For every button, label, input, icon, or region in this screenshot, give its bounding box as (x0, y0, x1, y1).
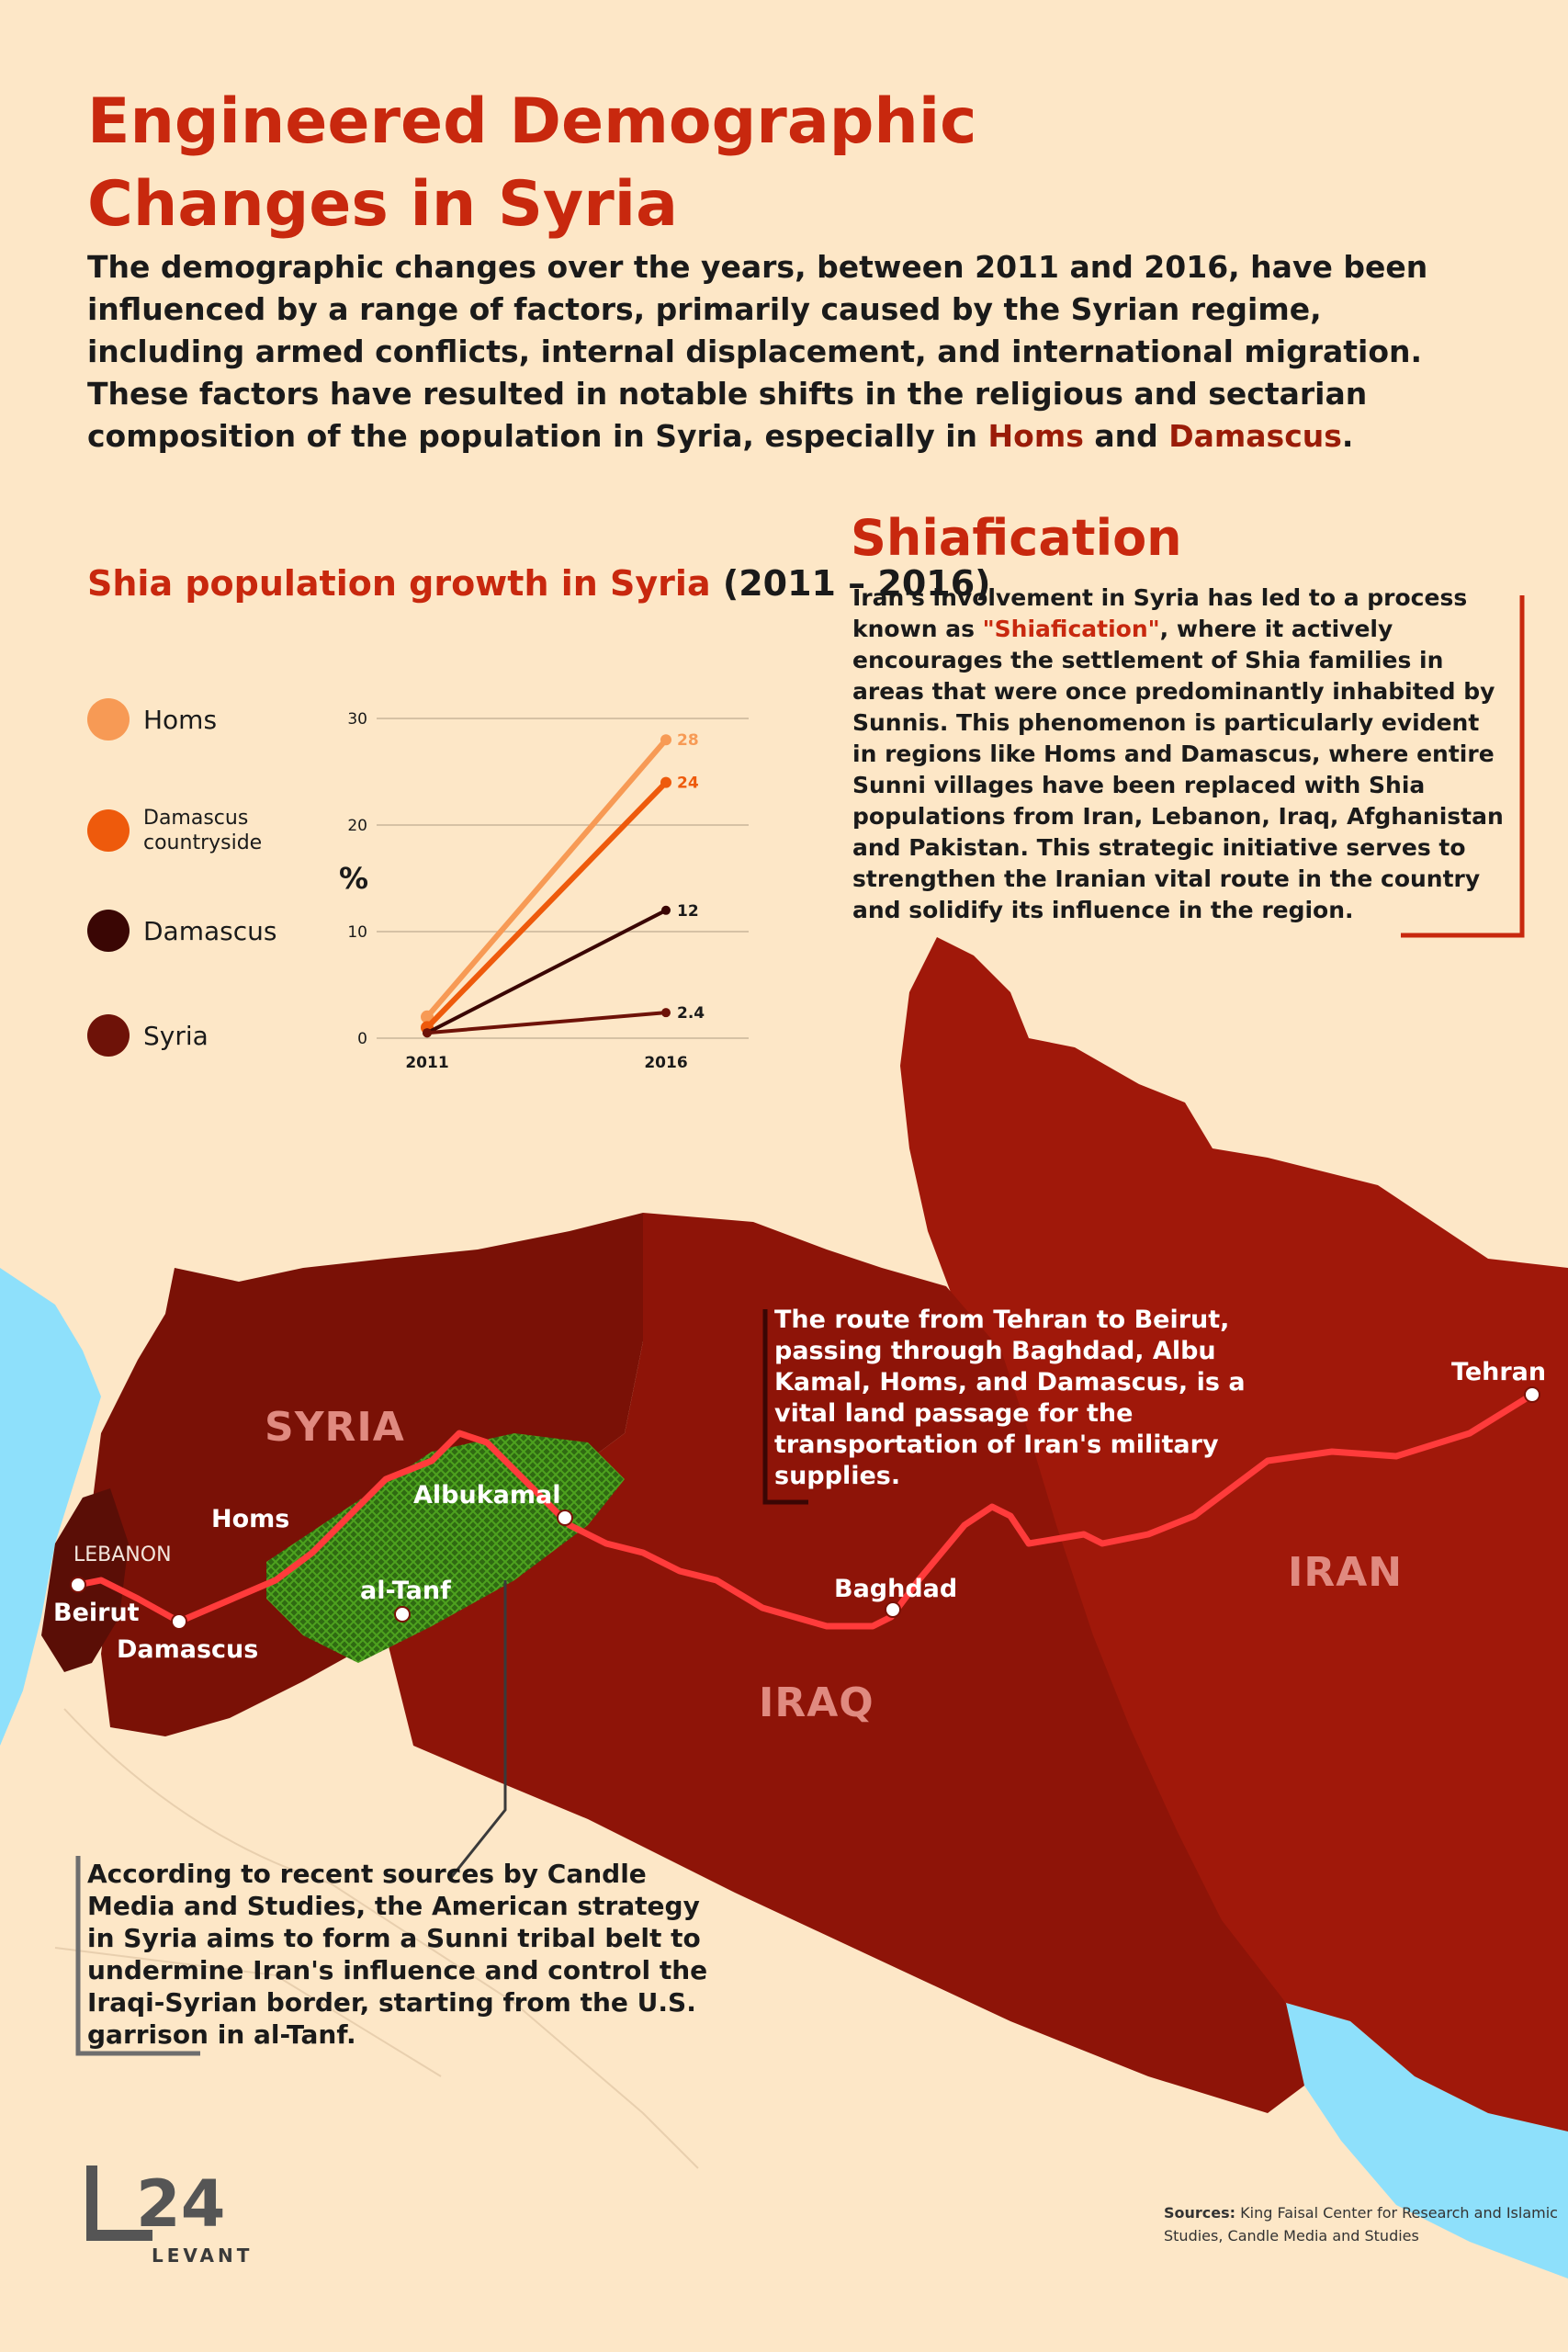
legend-dot-homs (87, 698, 130, 741)
legend-item-damascus (87, 910, 276, 952)
legend-label-damascus: Damascus (143, 915, 277, 946)
altanf-dot (395, 1607, 410, 1622)
y-tick-label: 20 (347, 817, 367, 835)
sources-text: King Faisal Center for Research and Islamic Studies, Candle Media and Studies (1164, 2204, 1558, 2245)
sources-label: Sources: (1164, 2204, 1236, 2222)
series-point (661, 1008, 671, 1017)
city-label-tehran: Tehran (1451, 1358, 1547, 1386)
city-label-baghdad: Baghdad (834, 1575, 958, 1603)
series-point (660, 777, 671, 788)
intro-highlight-damascus: Damascus (1168, 418, 1342, 454)
legend-dot-damascus (87, 910, 130, 952)
shiafication-text-after: , where it actively encourages the settlement of Shia families in areas that were once predominantly inhabited by Sunnis. This phenomenon is particularly evident in regions like Homs and Damascus, where entire Sunni villages have been replaced with Shia populations from Iran, Lebanon, Iraq, Afghanistan and Pakistan. This strategic initiative serves to strengthen the Iranian vital route in the country and solidify its influence in the region. (852, 616, 1504, 923)
city-label-albukamal: Albukamal (413, 1481, 561, 1510)
intro-body: The demographic changes over the years, between 2011 and 2016, have been influenced by a range of factors, primarily caused by the Syrian regime, including armed conflicts, internal displacement, and international migration. These factors have resulted in notable shifts in the religious and sectarian composition of the population in Syria, especially in (87, 249, 1428, 454)
legend-item-damascus-countryside (87, 806, 290, 855)
x-tick-label: 2016 (644, 1054, 688, 1072)
city-label-altanf: al-Tanf (360, 1577, 451, 1605)
shiafication-title: Shiafication (851, 509, 1182, 567)
country-label-iraq: IRAQ (759, 1679, 874, 1726)
legend-item-syria (87, 1014, 209, 1057)
x-tick-label: 2011 (405, 1054, 449, 1072)
y-axis-label: % (338, 861, 369, 896)
city-label-damascus: Damascus (117, 1635, 259, 1664)
intro-end: . (1341, 418, 1354, 454)
legend-dot-damascus-countryside (87, 809, 130, 852)
shiafication-text-before: Iran's involvement in Syria has led to a process known as (852, 584, 1468, 642)
series-point (423, 1028, 432, 1037)
l24-levant-logo (83, 2164, 285, 2274)
series-line (427, 740, 666, 1017)
series-point (661, 906, 671, 915)
y-tick-label: 10 (347, 923, 367, 942)
intro-highlight-homs: Homs (987, 418, 1084, 454)
city-label-homs: Homs (211, 1505, 290, 1533)
y-tick-label: 0 (357, 1030, 367, 1048)
country-label-iran: IRAN (1288, 1549, 1404, 1596)
shia-growth-chart (331, 698, 762, 1084)
series-line (427, 783, 666, 1028)
intro-text (87, 246, 1483, 458)
legend-dot-syria (87, 1014, 130, 1057)
page-title: Engineered Demographic Changes in Syria (87, 85, 977, 241)
legend-label-homs: Homs (143, 704, 218, 735)
beirut-dot (71, 1577, 85, 1592)
data-label: 28 (677, 731, 699, 751)
series-point (660, 734, 671, 745)
country-label-syria: SYRIA (265, 1404, 405, 1451)
logo-subtitle: LEVANT (152, 2245, 254, 2267)
country-label-lebanon: LEBANON (73, 1544, 172, 1566)
damascus-dot (172, 1614, 186, 1629)
data-label: 12 (677, 901, 699, 921)
data-label: 24 (677, 774, 699, 793)
baghdad-dot (886, 1602, 900, 1617)
legend-item-homs (87, 698, 217, 741)
us-strategy-note: According to recent sources by Candle Media and Studies, the American strategy in Syria aims to form a Sunni tribal belt to undermine Iran's influence and control the Iraqi-Syrian border, starting from the U.S. garrison in al-Tanf. (87, 1859, 708, 2050)
albukamal-dot (558, 1510, 572, 1525)
intro-and: and (1083, 418, 1169, 454)
svg-text:24: 24 (136, 2166, 226, 2242)
shiafication-quote: "Shiafication" (982, 616, 1160, 642)
chart-title-years: (2011 – 2016) (722, 563, 991, 604)
legend-label-syria: Syria (143, 1020, 209, 1051)
l24-logo-mark (83, 2164, 285, 2246)
route-note: The route from Tehran to Beirut, passing through Baghdad, Albu Kamal, Homs, and Damascus, is a vital land passage for the transportation of Iran's military supplies. (774, 1306, 1246, 1490)
data-label: 2.4 (677, 1004, 705, 1023)
legend-label-damascus-countryside: Damascus countryside (143, 807, 263, 854)
shiafication-text (852, 582, 1509, 926)
chart-title-main: Shia population growth in Syria (87, 563, 711, 604)
tehran-dot (1525, 1387, 1540, 1402)
y-tick-label: 30 (347, 710, 367, 729)
city-label-beirut: Beirut (53, 1599, 140, 1627)
sources (1164, 2201, 1568, 2247)
